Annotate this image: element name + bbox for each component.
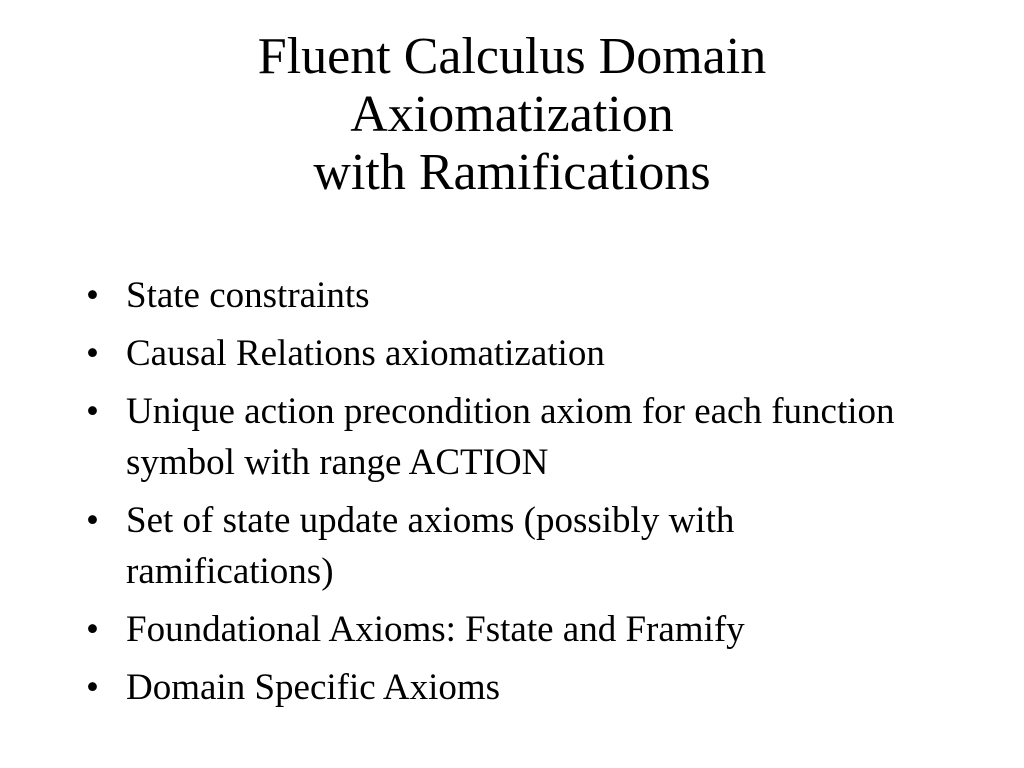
bullet-text: State constraints xyxy=(126,275,370,316)
bullet-dot-icon: • xyxy=(86,500,99,541)
bullet-text: Causal Relations axiomatization xyxy=(126,333,605,374)
slide-title xyxy=(0,28,1024,202)
bullet-text: Foundational Axioms: Fstate and Framify xyxy=(126,609,745,650)
slide-title-line: Axiomatization xyxy=(350,86,674,143)
bullet-list xyxy=(86,270,946,720)
bullet-text: Unique action precondition axiom for each function symbol with range ACTION xyxy=(126,391,895,483)
bullet-dot-icon: • xyxy=(86,391,99,432)
slide-title-line: Fluent Calculus Domain xyxy=(257,28,767,85)
bullet-dot-icon: • xyxy=(86,609,99,650)
bullet-dot-icon: • xyxy=(86,667,99,708)
bullet-item xyxy=(86,662,946,713)
bullet-item xyxy=(86,604,946,655)
slide-title-line: with Ramifications xyxy=(313,144,711,201)
bullet-dot-icon: • xyxy=(86,333,99,374)
bullet-item xyxy=(86,270,946,321)
bullet-text: Domain Specific Axioms xyxy=(126,667,501,708)
bullet-item xyxy=(86,386,946,488)
bullet-item xyxy=(86,495,946,597)
bullet-item xyxy=(86,328,946,379)
bullet-dot-icon: • xyxy=(86,275,99,316)
bullet-text: Set of state update axioms (possibly with ramifications) xyxy=(126,500,735,592)
